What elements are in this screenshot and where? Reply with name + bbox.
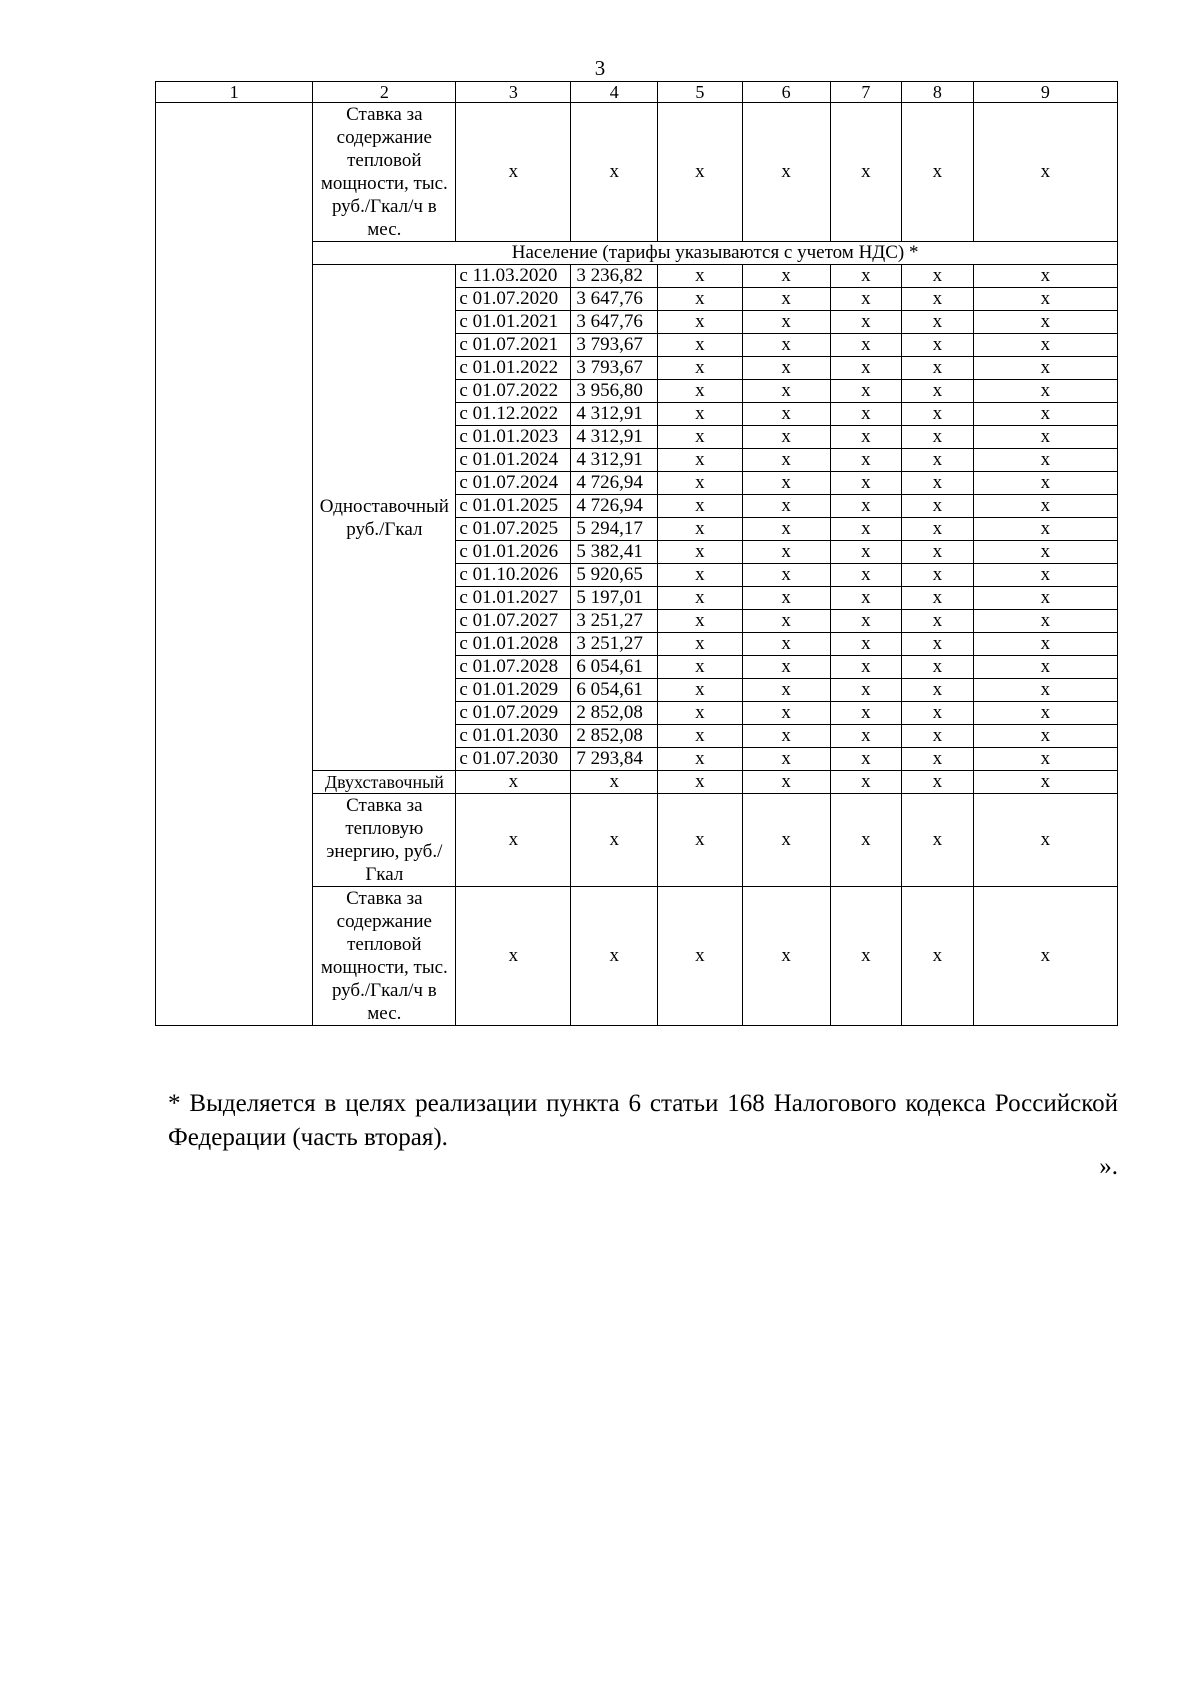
mark-cell: х (973, 426, 1117, 449)
mark-cell: х (973, 702, 1117, 725)
mark-cell: х (742, 610, 830, 633)
mark-cell: х (456, 887, 571, 1026)
mark-cell: х (742, 541, 830, 564)
tariff-value-cell: 7 293,84 (571, 748, 658, 771)
mark-cell: х (658, 380, 743, 403)
mark-cell: х (902, 887, 974, 1026)
mark-cell: х (742, 265, 830, 288)
column-header-4: 4 (571, 82, 658, 103)
mark-cell: х (973, 564, 1117, 587)
mark-cell: х (830, 887, 902, 1026)
two-rate-label: Двухставочный (313, 771, 456, 794)
mark-cell: х (456, 794, 571, 887)
date-cell: с 01.07.2030 (456, 748, 571, 771)
footnote: * Выделяется в целях реализации пункта 6 статьи 168 Налогового кодекса Российской Федерации (часть вторая). (168, 1090, 1118, 1151)
date-cell: с 01.01.2024 (456, 449, 571, 472)
mark-cell: х (830, 656, 902, 679)
mark-cell: х (571, 887, 658, 1026)
tariff-value-cell: 4 726,94 (571, 495, 658, 518)
mark-cell: х (658, 449, 743, 472)
date-cell: с 01.01.2028 (456, 633, 571, 656)
mark-cell: х (973, 633, 1117, 656)
mark-cell: х (742, 380, 830, 403)
date-cell: с 01.01.2026 (456, 541, 571, 564)
mark-cell: х (658, 357, 743, 380)
mark-cell: х (658, 656, 743, 679)
mark-cell: х (973, 541, 1117, 564)
date-cell: с 01.01.2021 (456, 311, 571, 334)
tariff-value-cell: 2 852,08 (571, 702, 658, 725)
mark-cell: х (742, 587, 830, 610)
mark-cell: х (973, 748, 1117, 771)
mark-cell: х (973, 103, 1117, 242)
mark-cell: х (973, 679, 1117, 702)
tariff-value-cell: 2 852,08 (571, 725, 658, 748)
mark-cell: х (658, 288, 743, 311)
mark-cell: х (973, 771, 1117, 794)
mark-cell: х (658, 771, 743, 794)
mark-cell: х (742, 472, 830, 495)
mark-cell: х (973, 403, 1117, 426)
mark-cell: х (830, 426, 902, 449)
mark-cell: х (902, 357, 974, 380)
mark-cell: х (658, 564, 743, 587)
mark-cell: х (830, 311, 902, 334)
column-header-7: 7 (830, 82, 902, 103)
tariff-value-cell: 3 251,27 (571, 633, 658, 656)
mark-cell: х (742, 103, 830, 242)
date-cell: с 01.07.2029 (456, 702, 571, 725)
mark-cell: х (658, 426, 743, 449)
column-header-3: 3 (456, 82, 571, 103)
mark-cell: х (742, 794, 830, 887)
mark-cell: х (830, 771, 902, 794)
mark-cell: х (902, 794, 974, 887)
column-header-6: 6 (742, 82, 830, 103)
mark-cell: х (742, 702, 830, 725)
tariff-value-cell: 3 956,80 (571, 380, 658, 403)
mark-cell: х (973, 357, 1117, 380)
mark-cell: х (658, 725, 743, 748)
mark-cell: х (830, 610, 902, 633)
table-row-capacity-rate (156, 103, 1118, 242)
mark-cell: х (658, 265, 743, 288)
mark-cell: х (973, 311, 1117, 334)
tariff-value-cell: 3 236,82 (571, 265, 658, 288)
date-cell: с 01.07.2025 (456, 518, 571, 541)
tariff-value-cell: 5 920,65 (571, 564, 658, 587)
date-cell: с 01.10.2026 (456, 564, 571, 587)
mark-cell: х (830, 103, 902, 242)
mark-cell: х (830, 748, 902, 771)
capacity-rate-label: Ставка за содержание тепловой мощности, тыс. руб./Гкал/ч в мес. (313, 103, 456, 242)
capacity-rate-label-2: Ставка за содержание тепловой мощности, тыс. руб./Гкал/ч в мес. (313, 887, 456, 1026)
date-cell: с 01.07.2024 (456, 472, 571, 495)
mark-cell: х (973, 472, 1117, 495)
mark-cell: х (830, 495, 902, 518)
mark-cell: х (658, 887, 743, 1026)
mark-cell: х (902, 679, 974, 702)
mark-cell: х (973, 449, 1117, 472)
mark-cell: х (830, 449, 902, 472)
mark-cell: х (973, 380, 1117, 403)
mark-cell: х (456, 771, 571, 794)
mark-cell: х (742, 495, 830, 518)
tariff-table (155, 81, 1118, 1026)
mark-cell: х (742, 633, 830, 656)
mark-cell: х (658, 334, 743, 357)
mark-cell: х (902, 518, 974, 541)
mark-cell: х (658, 679, 743, 702)
mark-cell: х (973, 587, 1117, 610)
column-header-8: 8 (902, 82, 974, 103)
mark-cell: х (742, 357, 830, 380)
mark-cell: х (973, 656, 1117, 679)
mark-cell: х (658, 518, 743, 541)
mark-cell: х (902, 633, 974, 656)
closing-quote-mark: ». (1099, 1153, 1118, 1180)
column-header-2: 2 (313, 82, 456, 103)
date-cell: с 01.07.2021 (456, 334, 571, 357)
tariff-value-cell: 4 312,91 (571, 426, 658, 449)
mark-cell: х (830, 794, 902, 887)
mark-cell: х (902, 449, 974, 472)
mark-cell: х (742, 334, 830, 357)
tariff-value-cell: 3 647,76 (571, 288, 658, 311)
mark-cell: х (830, 288, 902, 311)
mark-cell: х (902, 656, 974, 679)
mark-cell: х (902, 472, 974, 495)
mark-cell: х (902, 702, 974, 725)
mark-cell: х (973, 725, 1117, 748)
mark-cell: х (973, 794, 1117, 887)
mark-cell: х (830, 265, 902, 288)
tariff-value-cell: 5 197,01 (571, 587, 658, 610)
mark-cell: х (830, 403, 902, 426)
mark-cell: х (902, 495, 974, 518)
date-cell: с 01.07.2028 (456, 656, 571, 679)
tariff-value-cell: 6 054,61 (571, 679, 658, 702)
tariff-value-cell: 3 793,67 (571, 334, 658, 357)
mark-cell: х (658, 403, 743, 426)
mark-cell: х (658, 541, 743, 564)
date-cell: с 01.07.2022 (456, 380, 571, 403)
mark-cell: х (742, 656, 830, 679)
mark-cell: х (658, 472, 743, 495)
mark-cell: х (742, 449, 830, 472)
mark-cell: х (830, 334, 902, 357)
mark-cell: х (658, 495, 743, 518)
mark-cell: х (902, 426, 974, 449)
column-header-9: 9 (973, 82, 1117, 103)
mark-cell: х (902, 771, 974, 794)
one-rate-label: Одноставочный руб./Гкал (313, 265, 456, 771)
date-cell: с 01.01.2025 (456, 495, 571, 518)
mark-cell: х (742, 288, 830, 311)
column-header-5: 5 (658, 82, 743, 103)
mark-cell: х (902, 541, 974, 564)
mark-cell: х (902, 334, 974, 357)
mark-cell: х (658, 587, 743, 610)
tariff-value-cell: 5 294,17 (571, 518, 658, 541)
mark-cell: х (830, 702, 902, 725)
date-cell: с 01.01.2023 (456, 426, 571, 449)
mark-cell: х (973, 495, 1117, 518)
tariff-value-cell: 4 312,91 (571, 449, 658, 472)
mark-cell: х (902, 748, 974, 771)
mark-cell: х (742, 679, 830, 702)
mark-cell: х (902, 725, 974, 748)
tariff-value-cell: 4 726,94 (571, 472, 658, 495)
mark-cell: х (830, 564, 902, 587)
mark-cell: х (902, 288, 974, 311)
date-cell: с 01.01.2029 (456, 679, 571, 702)
date-cell: с 01.01.2030 (456, 725, 571, 748)
mark-cell: х (830, 541, 902, 564)
mark-cell: х (830, 472, 902, 495)
mark-cell: х (902, 564, 974, 587)
mark-cell: х (742, 748, 830, 771)
mark-cell: х (658, 103, 743, 242)
mark-cell: х (973, 610, 1117, 633)
tariff-value-cell: 3 251,27 (571, 610, 658, 633)
date-cell: с 01.01.2022 (456, 357, 571, 380)
tariff-value-cell: 5 382,41 (571, 541, 658, 564)
mark-cell: х (742, 771, 830, 794)
mark-cell: х (902, 311, 974, 334)
mark-cell: х (658, 633, 743, 656)
date-cell: с 01.07.2020 (456, 288, 571, 311)
mark-cell: х (456, 103, 571, 242)
mark-cell: х (571, 103, 658, 242)
mark-cell: х (658, 610, 743, 633)
mark-cell: х (830, 587, 902, 610)
mark-cell: х (973, 518, 1117, 541)
mark-cell: х (902, 587, 974, 610)
date-cell: с 01.01.2027 (456, 587, 571, 610)
mark-cell: х (742, 887, 830, 1026)
mark-cell: х (830, 518, 902, 541)
mark-cell: х (902, 103, 974, 242)
mark-cell: х (902, 380, 974, 403)
tariff-value-cell: 4 312,91 (571, 403, 658, 426)
date-cell: с 11.03.2020 (456, 265, 571, 288)
mark-cell: х (658, 748, 743, 771)
mark-cell: х (973, 334, 1117, 357)
mark-cell: х (571, 794, 658, 887)
mark-cell: х (830, 679, 902, 702)
date-cell: с 01.12.2022 (456, 403, 571, 426)
mark-cell: х (742, 403, 830, 426)
mark-cell: х (742, 725, 830, 748)
mark-cell: х (742, 518, 830, 541)
mark-cell: х (658, 702, 743, 725)
date-cell: с 01.07.2027 (456, 610, 571, 633)
page-number: 3 (594, 56, 606, 80)
column-header-row (156, 82, 1118, 103)
section-title: Население (тарифы указываются с учетом НДС) * (313, 242, 1118, 265)
mark-cell: х (658, 794, 743, 887)
mark-cell: х (571, 771, 658, 794)
mark-cell: х (742, 426, 830, 449)
mark-cell: х (973, 887, 1117, 1026)
mark-cell: х (742, 564, 830, 587)
column-header-1: 1 (156, 82, 313, 103)
mark-cell: х (902, 403, 974, 426)
mark-cell: х (973, 265, 1117, 288)
mark-cell: х (742, 311, 830, 334)
mark-cell: х (830, 380, 902, 403)
mark-cell: х (830, 633, 902, 656)
tariff-value-cell: 3 793,67 (571, 357, 658, 380)
mark-cell: х (658, 311, 743, 334)
mark-cell: х (973, 288, 1117, 311)
mark-cell: х (902, 610, 974, 633)
tariff-value-cell: 6 054,61 (571, 656, 658, 679)
column-1-blank-cell (156, 103, 313, 1026)
mark-cell: х (830, 357, 902, 380)
tariff-value-cell: 3 647,76 (571, 311, 658, 334)
mark-cell: х (902, 265, 974, 288)
energy-rate-label: Ставка за тепловую энергию, руб./Гкал (313, 794, 456, 887)
mark-cell: х (830, 725, 902, 748)
